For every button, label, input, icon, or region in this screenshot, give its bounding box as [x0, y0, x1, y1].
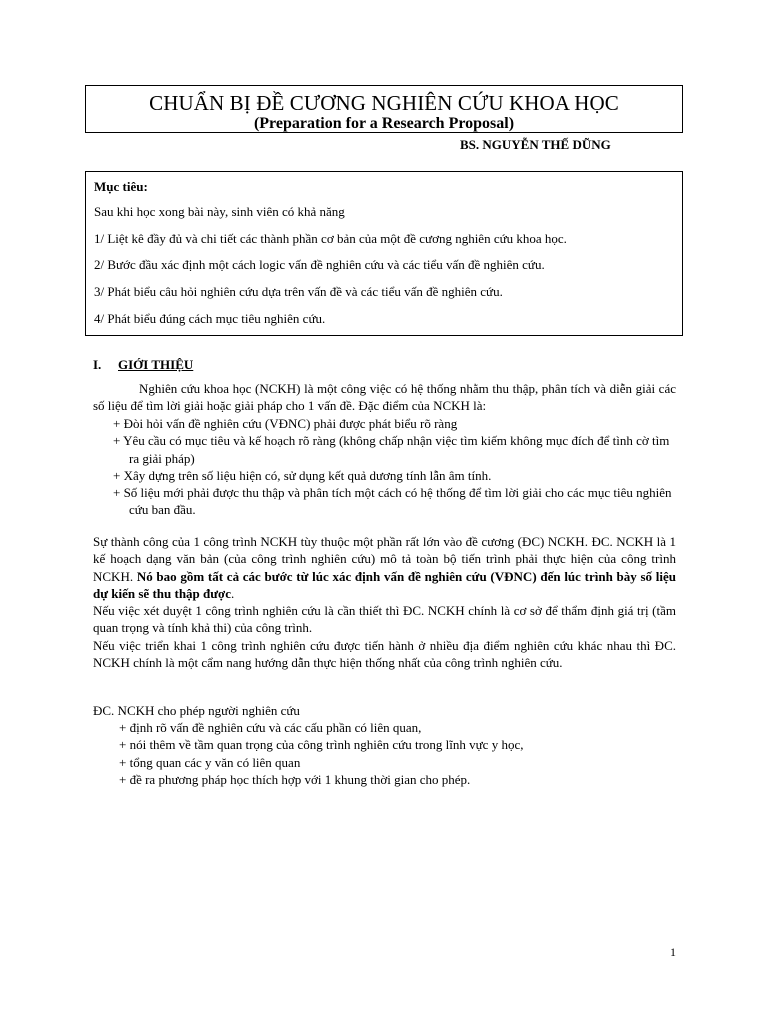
- title-box: [85, 85, 683, 133]
- list-item: + đề ra phương pháp học thích hợp với 1 khung thời gian cho phép.: [119, 771, 471, 787]
- intro-paragraph: Nghiên cứu khoa học (NCKH) là một công việc có hệ thống nhằm thu thập, phân tích và diễn giải các số liệu để tìm lời giải hoặc giải pháp cho 1 vấn đề. Đặc điểm của NCKH là:: [93, 381, 676, 414]
- objective-item: 4/ Phát biểu đúng cách mục tiêu nghiên cứu.: [94, 310, 326, 326]
- document-subtitle: (Preparation for a Research Proposal): [253, 115, 515, 132]
- page-number: 1: [670, 945, 676, 959]
- paragraph-text-plain: Sự thành công của 1 công trình NCKH tùy thuộc một phần rất lớn vào đề cương (ĐC) NCKH. ĐC. NCKH là 1 kế hoạch dạng văn bản (của công trình nghiên cứu) mô tả toàn bộ tiến trình phải thực hiện của công trình NCKH.: [93, 534, 676, 584]
- characteristics-list: [113, 415, 676, 519]
- paragraph-text: [93, 533, 676, 602]
- objective-item: 2/ Bước đầu xác định một cách logic vấn đề nghiên cứu và các tiểu vấn đề nghiên cứu.: [94, 257, 545, 273]
- paragraph-text-bold: Nó bao gồm tất cả các bước từ lúc xác định vấn đề nghiên cứu (VĐNC) đến lúc trình bày số liệu dự kiến sẽ thu thập được: [93, 568, 676, 601]
- list-item: + Xây dựng trên số liệu hiện có, sử dụng kết quả dương tính lẫn âm tính.: [113, 467, 492, 483]
- objectives-intro: Sau khi học xong bài này, sinh viên có khả năng: [94, 204, 345, 219]
- author-name: BS. NGUYỄN THẾ DŨNG: [460, 137, 611, 152]
- section-number: I.: [93, 357, 102, 372]
- paragraph-text: Nếu việc triển khai 1 công trình nghiên cứu được tiến hành ở nhiều địa điểm nghiên cứu khác nhau thì ĐC. NCKH chính là một cẩm nang hướng dẫn thực hiện thống nhất của công trình nghiên cứu.: [93, 637, 676, 671]
- list-item: + Số liệu mới phải được thu thập và phân tích một cách có hệ thống để tìm lời giải cho các mục tiêu nghiên cứu ban đầu.: [113, 485, 672, 518]
- document-title: CHUẨN BỊ ĐỀ CƯƠNG NGHIÊN CỨU KHOA HỌC: [149, 91, 619, 115]
- list-item: + định rõ vấn đề nghiên cứu và các cấu phần có liên quan,: [119, 720, 422, 735]
- objectives-heading: Mục tiêu:: [94, 179, 148, 194]
- section-title: GIỚI THIỆU: [118, 357, 194, 372]
- list-item: + tổng quan các y văn có liên quan: [119, 754, 301, 770]
- list-item: + Yêu cầu có mục tiêu và kế hoạch rõ ràng (không chấp nhận việc tìm kiếm không mục đích để tình cờ tìm ra giải pháp): [113, 433, 670, 466]
- paragraph-text: Nếu việc xét duyệt 1 công trình nghiên cứu là cần thiết thì ĐC. NCKH chính là cơ sở để thẩm định giá trị (tầm quan trọng và tính khả thi) của công trình.: [93, 603, 676, 636]
- section-heading: [93, 357, 193, 373]
- proposal-paragraph: [93, 533, 676, 671]
- list-item: + nói thêm về tầm quan trọng của công trình nghiên cứu trong lĩnh vực y học,: [119, 737, 524, 753]
- objective-item: 1/ Liệt kê đầy đủ và chi tiết các thành phần cơ bản của một đề cương nghiên cứu khoa học.: [94, 230, 567, 246]
- allows-paragraph: ĐC. NCKH cho phép người nghiên cứu: [93, 703, 300, 718]
- paragraph-text-end: .: [231, 585, 235, 601]
- objective-item: 3/ Phát biểu câu hỏi nghiên cứu dựa trên vấn đề và các tiểu vấn đề nghiên cứu.: [94, 284, 503, 300]
- list-item: + Đòi hỏi vấn đề nghiên cứu (VĐNC) phải được phát biểu rõ ràng: [113, 416, 458, 431]
- allows-list: [119, 719, 676, 788]
- objectives-box: [85, 171, 683, 336]
